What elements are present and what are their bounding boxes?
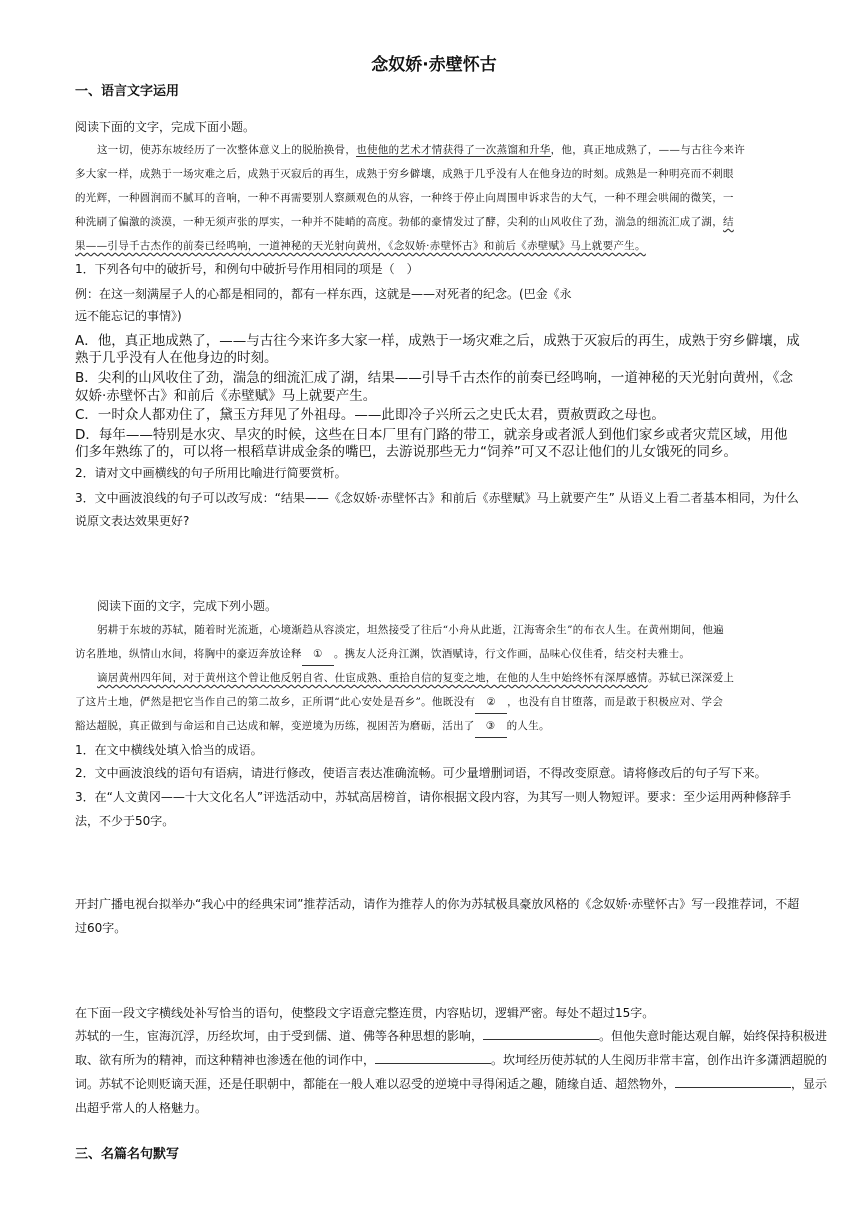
question-1-example-line-2: 远不能忘记的事情》) [75,309,182,323]
blank-2: ② [475,691,507,714]
passage2-line-4: 了这片土地，俨然是把它当作自己的第二故乡，正所谓“此心安处是吾乡”。他既没有 ② ，也没有自甘堕落，而是敢于积极应对、学会 [75,691,723,714]
fill-task-line-4: 出超乎常人的人格魅力。 [75,1101,208,1115]
wavy-sentence: 果——引导千古杰作的前奏已经鸣响，一道神秘的天光射向黄州，《念奴娇·赤壁怀古》和前后《赤壁赋》马上就要产生。 [75,240,646,252]
option-b-line-1: B．尖利的山风收住了劲，湍急的细流汇成了湖，结果——引导千古杰作的前奏已经鸣响，一道神秘的天光射向黄州，《念 [75,370,794,386]
question-4: 1．在文中横线处填入恰当的成语。 [75,743,263,757]
question-6-line-2: 法，不少于50字。 [75,814,175,828]
section-heading-3: 三、名篇名句默写 [75,1147,180,1162]
passage1-intro: 阅读下面的文字，完成下面小题。 [75,120,256,134]
blank-1: ① [302,643,334,666]
passage1-line-4: 种洗刷了偏激的淡漠，一种无须声张的厚实，一种并不陡峭的高度。勃郁的豪情发过了酵，尖利的山风收住了劲，湍急的细流汇成了湖，结 [75,216,734,228]
option-b-line-2: 奴娇·赤壁怀古》和前后《赤壁赋》马上就要产生。 [75,388,377,404]
passage2-line-1: 躬耕于东坡的苏轼，随着时光流逝，心境渐趋从容淡定，坦然接受了往后“小舟从此逝，江海寄余生”的布衣人生。在黄州期间，他遍 [97,624,724,636]
passage1-line-1: 这一切，使苏东坡经历了一次整体意义上的脱胎换骨，也使他的艺术才情获得了一次蒸馏和升华，他，真正地成熟了，——与古往今来许 [97,144,746,156]
option-c: C．一时众人都劝住了，黛玉方拜见了外祖母。——此即冷子兴所云之史氏太君，贾赦贾政之母也。 [75,407,665,423]
fill-task-line-1: 苏轼的一生，宦海沉浮，历经坎坷，由于受到儒、道、佛等各种思想的影响， 。但他失意时能达观自解，始终保持积极进 [75,1029,828,1043]
question-1: 1．下列各句中的破折号，和例句中破折号作用相同的项是（ ） [75,262,419,276]
option-a-line-2: 熟于几乎没有人在他身边的时刻。 [75,350,278,366]
passage1-line-3: 的光辉，一种圆润而不腻耳的音响，一种不再需要别人察颜观色的从容，一种终于停止向周围申诉求告的大气，一种不理会哄闹的微笑，一 [75,192,734,204]
passage2-line-5: 豁达超脱，真正做到与命运和自己达成和解，变逆境为历练，视困苦为磨砺，活出了 ③ 的人生。 [75,715,550,738]
answer-blank-1[interactable] [483,1027,599,1040]
question-5: 2．文中画波浪线的语句有语病，请进行修改，使语言表达准确流畅。可少量增删词语，不得改变原意。请将修改后的句子写下来。 [75,766,767,780]
task-line-2: 过60字。 [75,921,127,935]
passage2-intro: 阅读下面的文字，完成下列小题。 [97,599,278,613]
wavy-sentence-2: 谪居黄州四年间，对于黄州这个曾让他反躬自省、仕宦成熟、重拾自信的复变之地，在他的人生中始终怀有深厚感情 [97,672,648,684]
fill-task-intro: 在下面一段文字横线处补写恰当的语句，使整段文字语意完整连贯，内容贴切，逻辑严密。每处不超过15字。 [75,1006,655,1020]
task-line-1: 开封广播电视台拟举办“我心中的经典宋词”推荐活动，请作为推荐人的你为苏轼极具豪放风格的《念奴娇·赤壁怀古》写一段推荐词，不超 [75,897,800,911]
page-title: 念奴娇·赤壁怀古 [371,55,497,75]
option-d-line-2: 们多年熟练了的，可以将一根稻草讲成金条的嘴巴，去游说那些无力“饲养”可又不忍让他们的儿女饿死的同乡。 [75,444,737,460]
passage2-line-3: 谪居黄州四年间，对于黄州这个曾让他反躬自省、仕宦成熟、重拾自信的复变之地，在他的人生中始终怀有深厚感情。苏轼已深深爱上 [97,672,735,684]
question-6-line-1: 3．在“人文黄冈——十大文化名人”评选活动中，苏轼高居榜首，请你根据文段内容，为其写一则人物短评。要求：至少运用两种修辞手 [75,790,792,804]
fill-task-line-3: 词。苏轼不论则贬谪天涯，还是任职朝中，都能在一般人难以忍受的逆境中寻得闲适之趣，随缘自适、超然物外， ，显示 [75,1077,828,1091]
answer-blank-2[interactable] [375,1051,491,1064]
passage1-line-5 [75,235,646,257]
option-d-line-1: D．每年——特别是水灾、旱灾的时候，这些在日本厂里有门路的带工，就亲身或者派人到他们家乡或者灾荒区域，用他 [75,427,788,443]
question-3-line-1: 3．文中画波浪线的句子可以改写成：“结果——《念奴娇·赤壁怀古》和前后《赤壁赋》马上就要产生” 从语义上看二者基本相同，为什么 [75,491,799,505]
wavy-sentence-start: 结 [723,216,734,228]
section-heading-1: 一、语言文字运用 [75,84,180,99]
answer-blank-3[interactable] [675,1075,791,1088]
option-a-line-1: A．他，真正地成熟了，——与古往今来许多大家一样，成熟于一场灾难之后，成熟于灭寂后的再生，成熟于穷乡僻壤，成 [75,333,800,349]
question-1-example-line-1: 例：在这一刻满屋子人的心都是相同的，都有一样东西，这就是——对死者的纪念。(巴金《永 [75,287,572,301]
blank-3: ③ [475,715,507,738]
question-3-line-2: 说原文表达效果更好? [75,514,190,528]
underlined-sentence: 也使他的艺术才情获得了一次蒸馏和升华 [356,144,551,156]
passage2-line-2: 访名胜地，纵情山水间，将胸中的豪迈奔放诠释 ① 。携友人泛舟江渊，饮酒赋诗，行文作画，品味心仪佳肴，结交村夫雅士。 [75,643,690,666]
fill-task-line-2: 取、欲有所为的精神，而这种精神也渗透在他的词作中， 。坎坷经历使苏轼的人生阅历非常丰富，创作出许多潇洒超脱的 [75,1053,828,1067]
question-2: 2．请对文中画横线的句子所用比喻进行简要赏析。 [75,466,347,480]
passage1-line-2: 多大家一样，成熟于一场灾难之后，成熟于灭寂后的再生，成熟于穷乡僻壤，成熟于几乎没有人在他身边的时刻。成熟是一种明亮而不刺眼 [75,168,734,180]
